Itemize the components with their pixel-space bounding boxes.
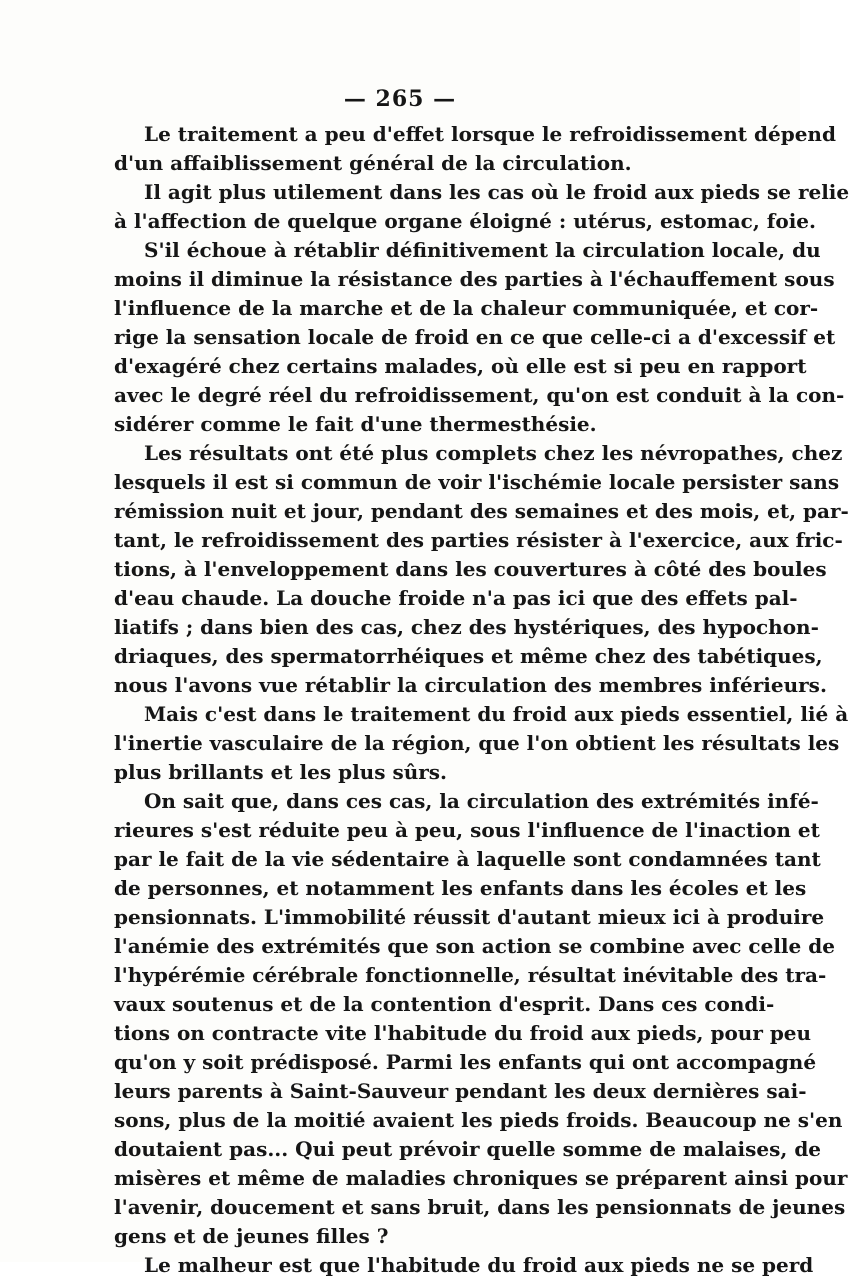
text-line: l'hypérémie cérébrale fonctionnelle, résultat inévitable des tra- <box>114 963 827 987</box>
text-line: leurs parents à Saint-Sauveur pendant les deux dernières sai- <box>114 1079 807 1103</box>
text-line: rieures s'est réduite peu à peu, sous l'influence de l'inaction et <box>114 818 820 842</box>
text-line: On sait que, dans ces cas, la circulation des extrémités infé- <box>144 789 819 813</box>
text-line: Il agit plus utilement dans les cas où le froid aux pieds se relie <box>144 180 849 204</box>
text-line: nous l'avons vue rétablir la circulation des membres inférieurs. <box>114 673 827 697</box>
text-line: l'inertie vasculaire de la région, que l'on obtient les résultats les <box>114 731 840 755</box>
text-line: d'un affaiblissement général de la circulation. <box>114 151 632 175</box>
text-line: rige la sensation locale de froid en ce que celle-ci a d'excessif et <box>114 325 836 349</box>
body-text <box>114 120 849 1280</box>
text-line: tions, à l'enveloppement dans les couvertures à côté des boules <box>114 557 827 581</box>
text-line: l'influence de la marche et de la chaleur communiquée, et cor- <box>114 296 819 320</box>
text-line: liatifs ; dans bien des cas, chez des hystériques, des hypochon- <box>114 615 819 639</box>
text-line: tant, le refroidissement des parties résister à l'exercice, aux fric- <box>114 528 843 552</box>
text-line: plus brillants et les plus sûrs. <box>114 760 447 784</box>
text-line: Mais c'est dans le traitement du froid aux pieds essentiel, lié à <box>144 702 849 726</box>
text-line: vaux soutenus et de la contention d'esprit. Dans ces condi- <box>114 992 775 1016</box>
text-line: sidérer comme le fait d'une thermesthésie. <box>114 412 597 436</box>
text-line: doutaient pas... Qui peut prévoir quelle somme de malaises, de <box>114 1137 822 1161</box>
text-line: Les résultats ont été plus complets chez les névropathes, chez <box>144 441 843 465</box>
page-number: — 265 — <box>343 86 457 112</box>
text-line: S'il échoue à rétablir définitivement la circulation locale, du <box>144 238 821 262</box>
text-line: de personnes, et notamment les enfants dans les écoles et les <box>114 876 807 900</box>
text-line: moins il diminue la résistance des parties à l'échauffement sous <box>114 267 835 291</box>
text-line: lesquels il est si commun de voir l'ischémie locale persister sans <box>114 470 840 494</box>
text-line: driaques, des spermatorrhéiques et même chez des tabétiques, <box>114 644 823 668</box>
text-line: l'anémie des extrémités que son action se combine avec celle de <box>114 934 835 958</box>
text-line: d'exagéré chez certains malades, où elle est si peu en rapport <box>114 354 807 378</box>
text-line: d'eau chaude. La douche froide n'a pas ici que des effets pal- <box>114 586 798 610</box>
text-line: Le traitement a peu d'effet lorsque le refroidissement dépend <box>144 122 836 146</box>
text-line: pensionnats. L'immobilité réussit d'autant mieux ici à produire <box>114 905 825 929</box>
text-line: l'avenir, doucement et sans bruit, dans les pensionnats de jeunes <box>114 1195 846 1219</box>
text-line: par le fait de la vie sédentaire à laquelle sont condamnées tant <box>114 847 821 871</box>
text-line: avec le degré réel du refroidissement, qu'on est conduit à la con- <box>114 383 845 407</box>
text-line: rémission nuit et jour, pendant des semaines et des mois, et, par- <box>114 499 849 523</box>
text-line: Le malheur est que l'habitude du froid aux pieds ne se perd <box>144 1253 814 1277</box>
text-line: tions on contracte vite l'habitude du froid aux pieds, pour peu <box>114 1021 812 1045</box>
text-line: gens et de jeunes filles ? <box>114 1224 389 1248</box>
text-line: sons, plus de la moitié avaient les pieds froids. Beaucoup ne s'en <box>114 1108 843 1132</box>
text-line: à l'affection de quelque organe éloigné : utérus, estomac, foie. <box>114 209 816 233</box>
text-line: qu'on y soit prédisposé. Parmi les enfants qui ont accompagné <box>114 1050 817 1074</box>
text-line: misères et même de maladies chroniques se préparent ainsi pour <box>114 1166 848 1190</box>
